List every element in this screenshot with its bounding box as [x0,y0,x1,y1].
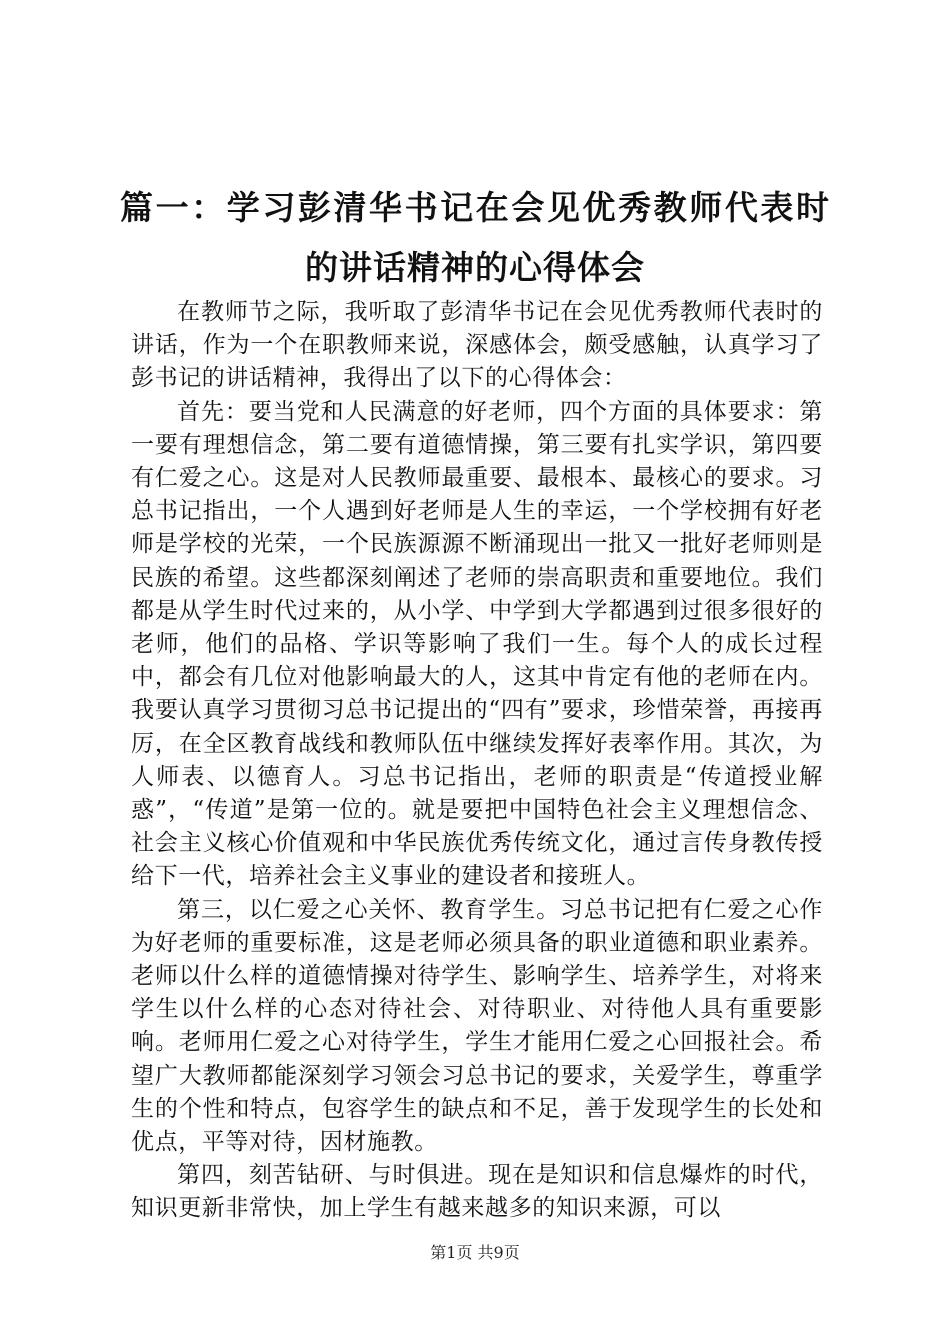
title-line-1: 篇一：学习彭清华书记在会见优秀教师代表时 [120,188,830,227]
page-number-footer: 第1页 共9页 [430,1243,520,1262]
title-line-2: 的讲话精神的心得体会 [305,248,645,287]
document-body [131,296,823,1226]
paragraph-third: 第三，以仁爱之心关怀、教育学生。习总书记把有仁爱之心作为好老师的重要标准，这是老师必须具备的职业道德和职业素养。老师以什么样的道德情操对待学生、影响学生、培养学生，对将来学生以什么样的心态对待社会、对待职业、对待他人具有重要影响。老师用仁爱之心对待学生，学生才能用仁爱之心回报社会。希望广大教师都能深刻学习领会习总书记的要求，关爱学生，尊重学生的个性和特点，包容学生的缺点和不足，善于发现学生的长处和优点，平等对待，因材施教。 [131,896,823,1156]
paragraph-first-second: 首先：要当党和人民满意的好老师，四个方面的具体要求：第一要有理想信念，第二要有道德情操，第三要有扎实学识，第四要有仁爱之心。这是对人民教师最重要、最根本、最核心的要求。习总书记指出，一个人遇到好老师是人生的幸运，一个学校拥有好老师是学校的光荣，一个民族源源不断涌现出一批又一批好老师则是民族的希望。这些都深刻阐述了老师的崇高职责和重要地位。我们都是从学生时代过来的，从小学、中学到大学都遇到过很多很好的老师，他们的品格、学识等影响了我们一生。每个人的成长过程中，都会有几位对他影响最大的人，这其中肯定有他的老师在内。我要认真学习贯彻习总书记提出的“四有”要求，珍惜荣誉，再接再厉，在全区教育战线和教师队伍中继续发挥好表率作用。其次，为人师表、以德育人。习总书记指出，老师的职责是“传道授业解惑”，“传道”是第一位的。就是要把中国特色社会主义理想信念、社会主义核心价值观和中华民族优秀传统文化，通过言传身教传授给下一代，培养社会主义事业的建设者和接班人。 [131,398,823,890]
paragraph-fourth: 第四，刻苦钻研、与时俱进。现在是知识和信息爆炸的时代，知识更新非常快，加上学生有越来越多的知识来源，可以 [131,1162,823,1222]
paragraph-intro: 在教师节之际，我听取了彭清华书记在会见优秀教师代表时的讲话，作为一个在职教师来说，深感体会，颇受感触，认真学习了彭书记的讲话精神，我得出了以下的心得体会： [131,299,823,392]
document-title [120,178,830,298]
